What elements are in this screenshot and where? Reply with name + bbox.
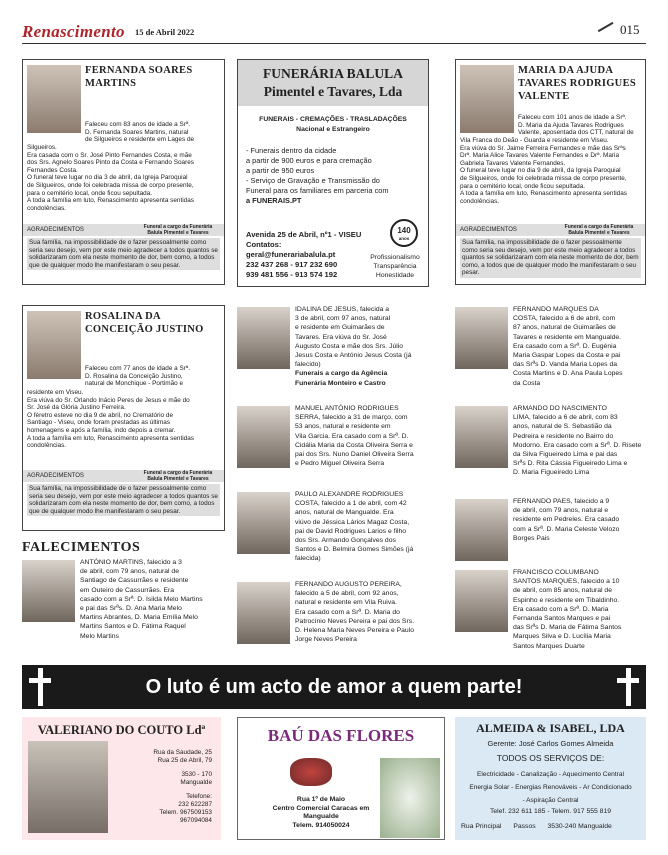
header-divider	[22, 43, 646, 44]
obituary-maria-ajuda	[455, 59, 646, 285]
ad-title: ALMEIDA & ISABEL, LDA	[476, 721, 625, 735]
ad-manager: Gerente: José Carlos Gomes Almeida	[487, 739, 614, 748]
obituary-entry: IDALINA DE JESUS, falecida a 3 de abril, com 97 anos, natural e residente em Guimarães de Tavares. Era viúva do Sr. José Augusto Costa e mãe dos Srs. Júlio Jesus Costa e António Jesus Costa (já falecido) Funerais a cargo da Agência Funerária Monteiro e Castro	[237, 305, 437, 395]
obituary-name: MARIA DA AJUDA TAVARES RODRIGUES VALENTE	[518, 65, 637, 102]
funeral-services: FUNERAIS - CREMAÇÕES - TRASLADAÇÕES	[259, 116, 407, 123]
acknowledgements-bar: AGRADECIMENTOS Funeral a cargo da Funerária Balula Pimentel e Tavares	[23, 224, 224, 236]
issue-date: 15 de Abril 2022	[135, 27, 195, 37]
obituary-entry: FERNANDO AUGUSTO PEREIRA, falecido a 5 de abril, com 92 anos, natural e residente em Vila Ruiva. Era casado com a Srª. D. Maria do Patrocínio Neves Pereira e pai dos Srs. D. Helena Maria Neves Pereira e Paulo Jorge Neves Pereira	[237, 580, 437, 650]
ad-details: Rua 1º de Maio Centro Comercial Caracas em Mangualde Telem. 914050024	[272, 796, 370, 829]
ad-address: Rua Principal Passos 3530-240 Mangualde	[461, 823, 612, 830]
portrait-photo	[27, 311, 81, 379]
obituary-intro: Faleceu com 77 anos de idade a Srª. D. Rosalina da Conceição Justino, natural de Monchique - Portimão e	[85, 365, 191, 388]
portrait-photo	[237, 582, 290, 644]
page-slash-icon	[598, 22, 613, 32]
portrait-photo	[22, 560, 75, 622]
obituary-body: Silgueiros. Era casada com o Sr. José Pinto Fernandes Costa, e mãe dos Srs. Agnelo Soares Pinto da Costa e Fernando Soares Fernandes Costa. O funeral teve lugar no dia 3 de abril, da Igreja Paroquial de Silgueiros, onde foi celebrada missa de corpo presente, para o cemitério local, onde ficou sepultada. A toda a família em luto, Renascimento apresenta sentidas condolências.	[27, 144, 194, 212]
anniversary-badge-icon: 140 anos	[390, 219, 418, 247]
obituary-entry: PAULO ALEXANDRE RODRIGUES COSTA, falecido a 1 de abril, com 42 anos, natural de Mangualde. Era viúvo de Jéssica Lários Magaz Costa, pai de David Rodrigues Larios e filho dos Srs. Armando Gonçalves dos Santos e D. Belmira Gomes Simões (já falecida)	[237, 490, 437, 570]
obituary-entry: MANUEL ANTÓNIO RODRIGUES SERRA, falecido a 31 de março, com 53 anos, natural e residente em Vila Garcia. Era casado com a Srª. D. Cidália Maria da Costa Oliveira Serra e pai dos Srs. Nuno Daniel Oliveira Serra e Pedro Miguel Oliveira Serra	[237, 404, 437, 484]
ad-phones: Telef. 232 611 185 - Telem. 917 555 819	[489, 808, 612, 815]
obituary-rosalina	[22, 305, 225, 531]
portrait-photo	[237, 406, 290, 468]
flower-arrangement-photo	[290, 758, 332, 786]
ad-services-list: Electricidade - Canalização - Aquecimento Central Energia Solar - Energias Renováveis - Ar Condicionado - Aspiração Central	[469, 771, 632, 804]
portrait-photo	[237, 307, 290, 369]
portrait-photo	[455, 570, 508, 632]
acknowledgements-text: Sua família, na impossibilidade de o fazer pessoalmente como seria seu desejo, vem por este meio agradecer a todos quantos se solidarizaram com ela neste momento de dor, bem como, a todos que de qualquer modo lhe manifestaram o seu pesar.	[29, 239, 218, 269]
portrait-photo	[455, 406, 508, 468]
obituary-intro: Faleceu com 83 anos de idade a Srª. D. Fernanda Soares Martins, natural de Silgueiros e residente em Lages de	[85, 121, 195, 144]
ad-almeida-isabel	[455, 717, 646, 840]
email-link[interactable]: geral@funerariabalula.pt	[246, 250, 336, 259]
obituary-fernanda	[22, 59, 225, 285]
building-photo	[28, 741, 108, 833]
ad-bau-das-flores	[237, 717, 445, 840]
obituary-entry: ARMANDO DO NASCIMENTO LIMA, falecido a 6 de abril, com 83 anos, natural de S. Sebastião da Pedreira e residente no Bairro do Modorno. Era casado com a Srª. D. Risete da Silva Figueiredo Lima e pai das Srªs D. Rita Cássia Figueiredo Lima e D. Maria Figueiredo Lima	[455, 404, 646, 489]
page-number: 015	[620, 22, 640, 37]
ad-title: BAÚ DAS FLORES	[267, 726, 415, 745]
obituary-name: ROSALINA DA CONCEIÇÃO JUSTINO	[85, 311, 204, 335]
obituary-intro: Faleceu com 101 anos de idade a Srª. D. Maria da Ajuda Tavares Rodrigues Valente, aposentada dos CTT, natural de	[518, 114, 634, 137]
portrait-photo	[455, 307, 508, 369]
funeral-contacts: Avenida 25 de Abril, nº1 - VISEU Contatos: geral@funerariabalula.pt 232 437 268 - 917 232 690 939 481 556 - 913 574 192	[246, 230, 362, 279]
acknowledgements-bar: AGRADECIMENTOS Funeral a cargo da Funerária Balula Pimentel e Tavares	[456, 224, 645, 236]
portrait-photo	[237, 492, 290, 554]
portrait-photo	[27, 65, 81, 133]
banner-text: O luto é um acto de amor a quem parte!	[145, 676, 523, 698]
funeral-values: Profissionalismo Transparência Honestidade	[370, 254, 420, 279]
obituary-entry: FERNANDO MARQUES DA COSTA, falecido a 6 de abril, com 87 anos, natural de Guimarães de Tavares e residente em Mangualde. Era casado com a Srª. D. Eugénia Maria Gaspar Lopes da Costa e pai das Srªs D. Vanda Maria Lopes da Costa Martins e D. Ana Paula Lopes da Costa	[455, 305, 646, 395]
obituary-entry: FRANCISCO COLUMBANO SANTOS MARQUES, falecido a 10 de abril, com 85 anos, natural de Espinho e residente em Tibaldinho. Era casado com a Srª. D. Maria Fernanda Santos Marques e pai das Srªs D. Maria de Fátima Santos Marques Silva e D. Lucília Maria Santos Marques Duarte	[455, 568, 646, 653]
obituary-entry: FERNANDO PAES, falecido a 9 de abril, com 79 anos, natural e residente em Pedreles. Era casado com a Srª. D. Maria Celeste Velozo Borges Pais	[455, 497, 646, 562]
ad-services-title: TODOS OS SERVIÇOS DE:	[496, 753, 605, 763]
obituary-name: FERNANDA SOARES MARTINS	[85, 65, 193, 89]
acknowledgements-text: Sua família, na impossibilidade de o fazer pessoalmente como seria seu desejo, vem por este meio agradecer a todos quantos se solidarizaram com ela neste momento de dor, bem como, a todos que de qualquer modo lhe manifestaram o seu pesar.	[460, 238, 641, 278]
funeral-ad-header: FUNERÁRIA BALULA Pimentel e Tavares, Lda	[238, 60, 428, 106]
ad-details: Rua da Saudade, 25 Rua 25 de Abril, 79 3530 - 170 Mangualde Telefone: 232 622287 Telem. 967509153 967094084	[153, 749, 212, 824]
ad-title: VALERIANO DO COUTO Ldª	[37, 723, 206, 737]
cross-icon	[616, 668, 640, 706]
obituary-body: residente em Viseu. Era viúva do Sr. Orlando Inácio Peres de Jesus e mãe do Sr. José da Glória Justino Ferreira. O féretro esteve no dia 9 de abril, no Crematório de Santiago - Viseu, onde foram prestadas as últimas homenagens e após a família, indo depois a cremar. A toda a família em luto, Renascimento apresenta sentidas condolências.	[27, 389, 194, 450]
funeral-scope: Nacional e Estrangeiro	[296, 126, 370, 133]
funeral-price-list: - Funerais dentro da cidade a partir de 900 euros e para cremação a partir de 950 euros - Serviço de Gravação e Transmissão do Funeral para os familiares em parceria com a FUNERAIS.PT	[246, 146, 389, 205]
acknowledgements-bar: AGRADECIMENTOS Funeral a cargo da Funerária Balula Pimentel e Tavares	[23, 470, 224, 482]
acknowledgements-text: Sua família, na impossibilidade de o fazer pessoalmente como seria seu desejo, vem por este meio agradecer a todos quantos se solidarizaram com ela neste momento de dor, bem como, a todos que de qualquer modo lhe manifestaram o seu pesar.	[29, 485, 218, 515]
ad-valeriano	[22, 717, 221, 840]
obituary-body: Vila Franca do Deão - Guarda e residente em Viseu. Era viúva do Sr. Jaime Ferreira Fernandes e mãe das Srªs Drª. Maria Alice Tavares Valente Fernandes e Drª. Maria Gabriela Tavares Valente Fernandes. O funeral teve lugar no dia 9 de abril, da Igreja Paroquial de Silgueiros, onde foi celebrada missa de corpo presente, para o cemitério local, onde ficou sepultada. A toda a família em luto, Renascimento apresenta sentidas condolências.	[460, 137, 627, 205]
portrait-photo	[455, 499, 508, 561]
portrait-photo	[460, 65, 514, 133]
obituary-entry: ANTÓNIO MARTINS, falecido a 3 de abril, com 79 anos, natural de Santiago de Cassurrães e residente em Outeiro de Cassurrães. Era casado com a Srª. D. Isilda Melo Martins e pai das Srªs. D. Ana Maria Melo Martins Abrantes, D. Maria Emília Melo Martins Santos e D. Fátima Raquel Melo Martins	[22, 558, 225, 653]
newspaper-brand: Renascimento	[22, 22, 125, 41]
condolence-banner	[22, 665, 646, 709]
funeral-home-ad	[237, 59, 429, 287]
section-title: FALECIMENTOS	[22, 540, 141, 555]
